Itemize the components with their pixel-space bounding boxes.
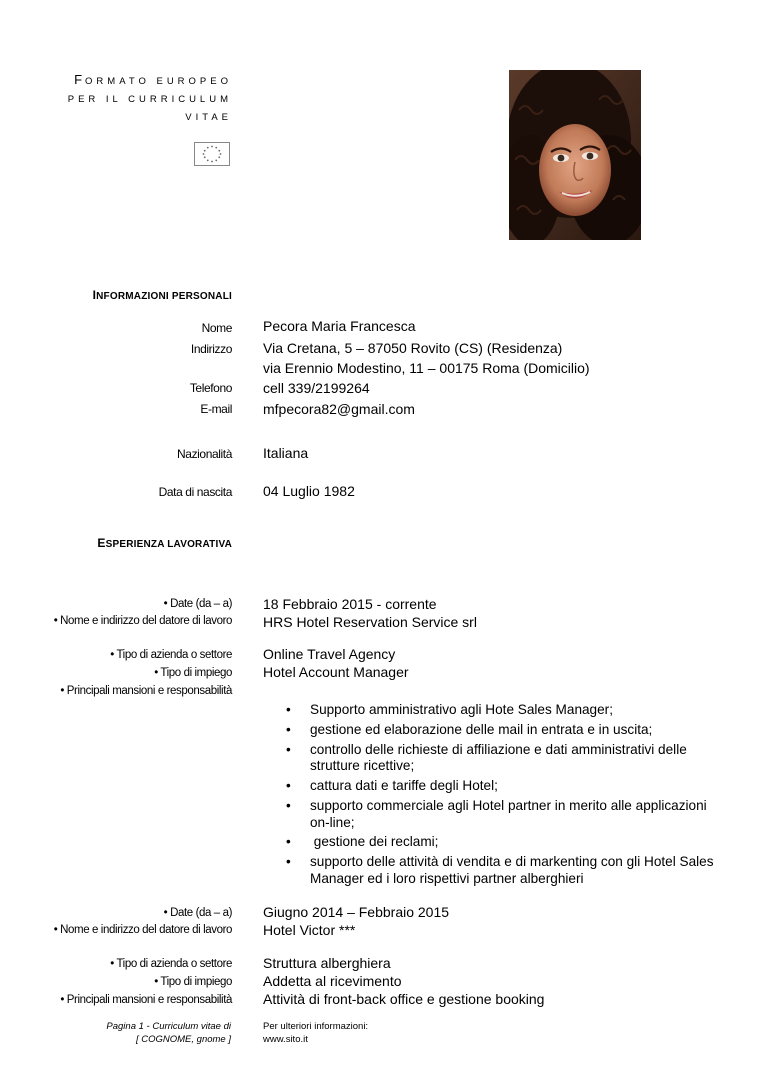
eu-flag-icon xyxy=(194,142,230,166)
value-email: mfpecora82@gmail.com xyxy=(263,401,415,417)
label-birth-date: Data di nascita xyxy=(158,485,232,499)
value-job1-date: 18 Febbraio 2015 - corrente xyxy=(263,596,437,612)
footer-left xyxy=(106,1020,231,1046)
label-job1-duties: • Principali mansioni e responsabilità xyxy=(60,685,232,697)
value-birth-date: 04 Luglio 1982 xyxy=(263,483,355,499)
list-item: • controllo delle richieste di affiliazione e dati amministrativi delle strutture ricettive; xyxy=(286,742,726,775)
label-job2-employer: • Nome e indirizzo del datore di lavoro xyxy=(53,924,232,936)
value-address-1: Via Cretana, 5 – 87050 Rovito (CS) (Residenza) xyxy=(263,340,563,356)
label-job1-sector: • Tipo di azienda o settore xyxy=(110,649,232,661)
profile-photo xyxy=(509,70,641,240)
value-job1-type: Hotel Account Manager xyxy=(263,664,409,680)
section-heading-work xyxy=(97,536,232,550)
label-job1-employer: • Nome e indirizzo del datore di lavoro xyxy=(53,615,232,627)
value-job2-type: Addetta al ricevimento xyxy=(263,973,402,989)
list-item: • Supporto amministrativo agli Hote Sales Manager; xyxy=(286,702,726,719)
section-initial: I xyxy=(92,288,97,302)
label-job1-date: • Date (da – a) xyxy=(163,598,232,610)
value-job2-employer: Hotel Victor *** xyxy=(263,922,356,938)
header-initial: F xyxy=(74,72,86,87)
value-name: Pecora Maria Francesca xyxy=(263,318,416,334)
footer-page-label: Pagina 1 - Curriculum vitae di xyxy=(106,1021,231,1032)
footer-right xyxy=(263,1020,368,1046)
section-heading-personal xyxy=(93,288,232,302)
list-item: • supporto commerciale agli Hotel partner in merito alle applicazioni on-line; xyxy=(286,798,726,831)
list-item: • supporto delle attività di vendita e di markenting con gli Hotel Sales Manager ed i loro rispettivi partner alberghieri xyxy=(286,854,726,887)
cv-header-line3: VITAE xyxy=(185,112,232,123)
label-job2-date: • Date (da – a) xyxy=(163,907,232,919)
value-job2-sector: Struttura alberghiera xyxy=(263,955,391,971)
cv-header-line1 xyxy=(74,72,232,87)
label-name: Nome xyxy=(201,321,232,335)
value-nationality: Italiana xyxy=(263,445,309,461)
list-item: • cattura dati e tariffe degli Hotel; xyxy=(286,778,726,795)
section-initial: E xyxy=(97,536,106,550)
label-address: Indirizzo xyxy=(190,342,232,356)
footer-website-link[interactable]: www.sito.it xyxy=(263,1034,308,1045)
footer-name-placeholder: [ COGNOME, gnome ] xyxy=(135,1034,231,1045)
section-heading-text: NFORMAZIONI PERSONALI xyxy=(96,291,232,302)
label-job2-type: • Tipo di impiego xyxy=(154,976,232,988)
header-line1-text: ORMATO EUROPEO xyxy=(85,76,232,87)
value-job2-date: Giugno 2014 – Febbraio 2015 xyxy=(263,904,450,920)
cv-header-line2: PER IL CURRICULUM xyxy=(67,94,232,105)
label-job2-duties: • Principali mansioni e responsabilità xyxy=(60,994,232,1006)
list-item: • gestione dei reclami; xyxy=(286,834,726,851)
footer-info-label: Per ulteriori informazioni: xyxy=(263,1021,369,1032)
value-job1-sector: Online Travel Agency xyxy=(263,646,396,662)
value-job1-employer: HRS Hotel Reservation Service srl xyxy=(263,614,477,630)
section-heading-text: SPERIENZA LAVORATIVA xyxy=(105,539,232,550)
label-job2-sector: • Tipo di azienda o settore xyxy=(110,958,232,970)
label-phone: Telefono xyxy=(189,381,232,395)
list-item: • gestione ed elaborazione delle mail in entrata e in uscita; xyxy=(286,722,726,739)
value-address-2: via Erennio Modestino, 11 – 00175 Roma (Domicilio) xyxy=(263,360,590,376)
label-job1-type: • Tipo di impiego xyxy=(154,667,232,679)
label-nationality: Nazionalità xyxy=(177,447,232,461)
value-phone: cell 339/2199264 xyxy=(263,380,370,396)
value-job2-duties: Attività di front-back office e gestione booking xyxy=(263,991,545,1007)
job1-duties-list xyxy=(286,702,726,891)
label-email: E-mail xyxy=(200,402,232,416)
